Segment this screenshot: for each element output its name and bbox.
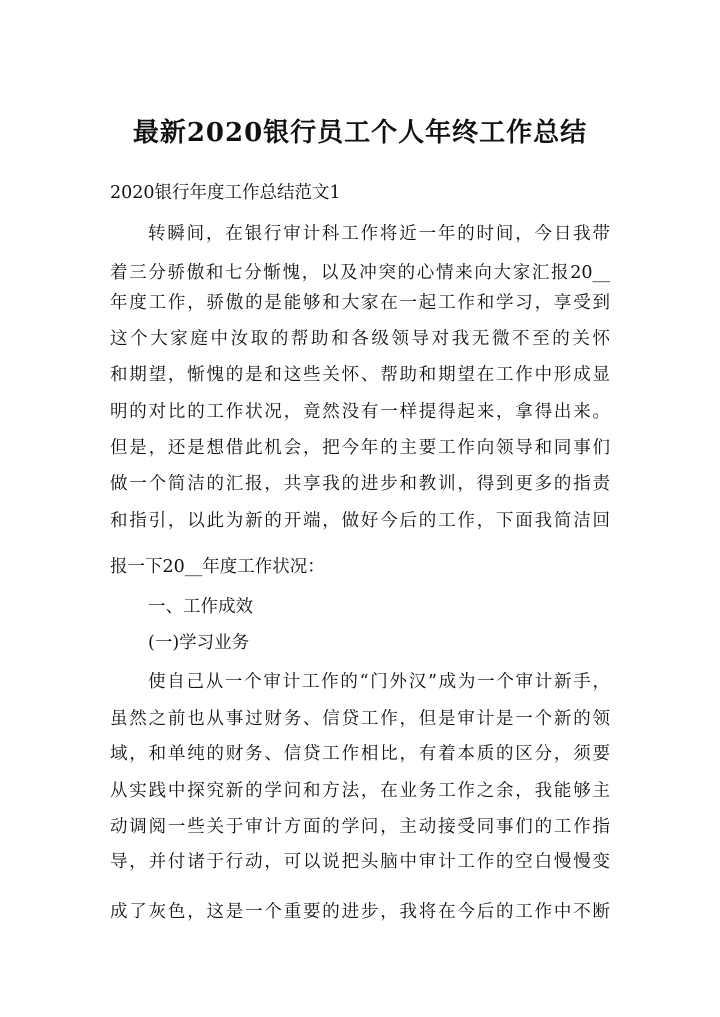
paragraph-line: 这个大家庭中汝取的帮助和各级领导对我无微不至的关怀 — [110, 329, 610, 349]
paragraph-line: 使自己从一个审计工作的“门外汉”成为一个审计新手， — [148, 672, 610, 692]
paragraph-line: 报一下20__年度工作状况： — [110, 557, 325, 577]
paragraph-line: 从实践中探究新的学问和方法，在业务工作之余，我能够主 — [110, 781, 610, 801]
paragraph-line: 和期望，惭愧的是和这些关怀、帮助和期望在工作中形成显 — [110, 365, 610, 385]
paragraph-line: 动调阅一些关于审计方面的学问，主动接受同事们的工作指 — [110, 817, 610, 837]
document-subheading: 2020银行年度工作总结范文1 — [110, 183, 341, 203]
paragraph-line: 域，和单纯的财务、信贷工作相比，有着本质的区分，须要 — [110, 744, 610, 764]
paragraph-line: 但是，还是想借此机会，把今年的主要工作向领导和同事们 — [110, 438, 610, 458]
paragraph-line: 着三分骄傲和七分惭愧，以及冲突的心情来向大家汇报20__ — [110, 263, 610, 283]
paragraph-line: 转瞬间，在银行审计科工作将近一年的时间，今日我带 — [148, 224, 610, 244]
paragraph-line: 明的对比的工作状况，竟然没有一样提得起来，拿得出来。 — [110, 402, 610, 422]
paragraph-line: 导，并付诸于行动，可以说把头脑中审计工作的空白慢慢变 — [110, 852, 610, 872]
document-title: 最新2020银行员工个人年终工作总结 — [132, 118, 588, 148]
paragraph-line: 做一个简洁的汇报，共享我的进步和教训，得到更多的指责 — [110, 474, 610, 494]
paragraph-line: 年度工作，骄傲的是能够和大家在一起工作和学习，享受到 — [110, 293, 610, 313]
subsection-heading: (一)学习业务 — [148, 633, 250, 653]
paragraph-line: 和指引，以此为新的开端，做好今后的工作，下面我简洁回 — [110, 511, 610, 531]
section-heading: 一、工作成效 — [148, 597, 253, 617]
paragraph-line: 虽然之前也从事过财务、信贷工作，但是审计是一个新的领 — [110, 709, 610, 729]
paragraph-line: 成了灰色，这是一个重要的进步，我将在今后的工作中不断 — [110, 902, 610, 922]
